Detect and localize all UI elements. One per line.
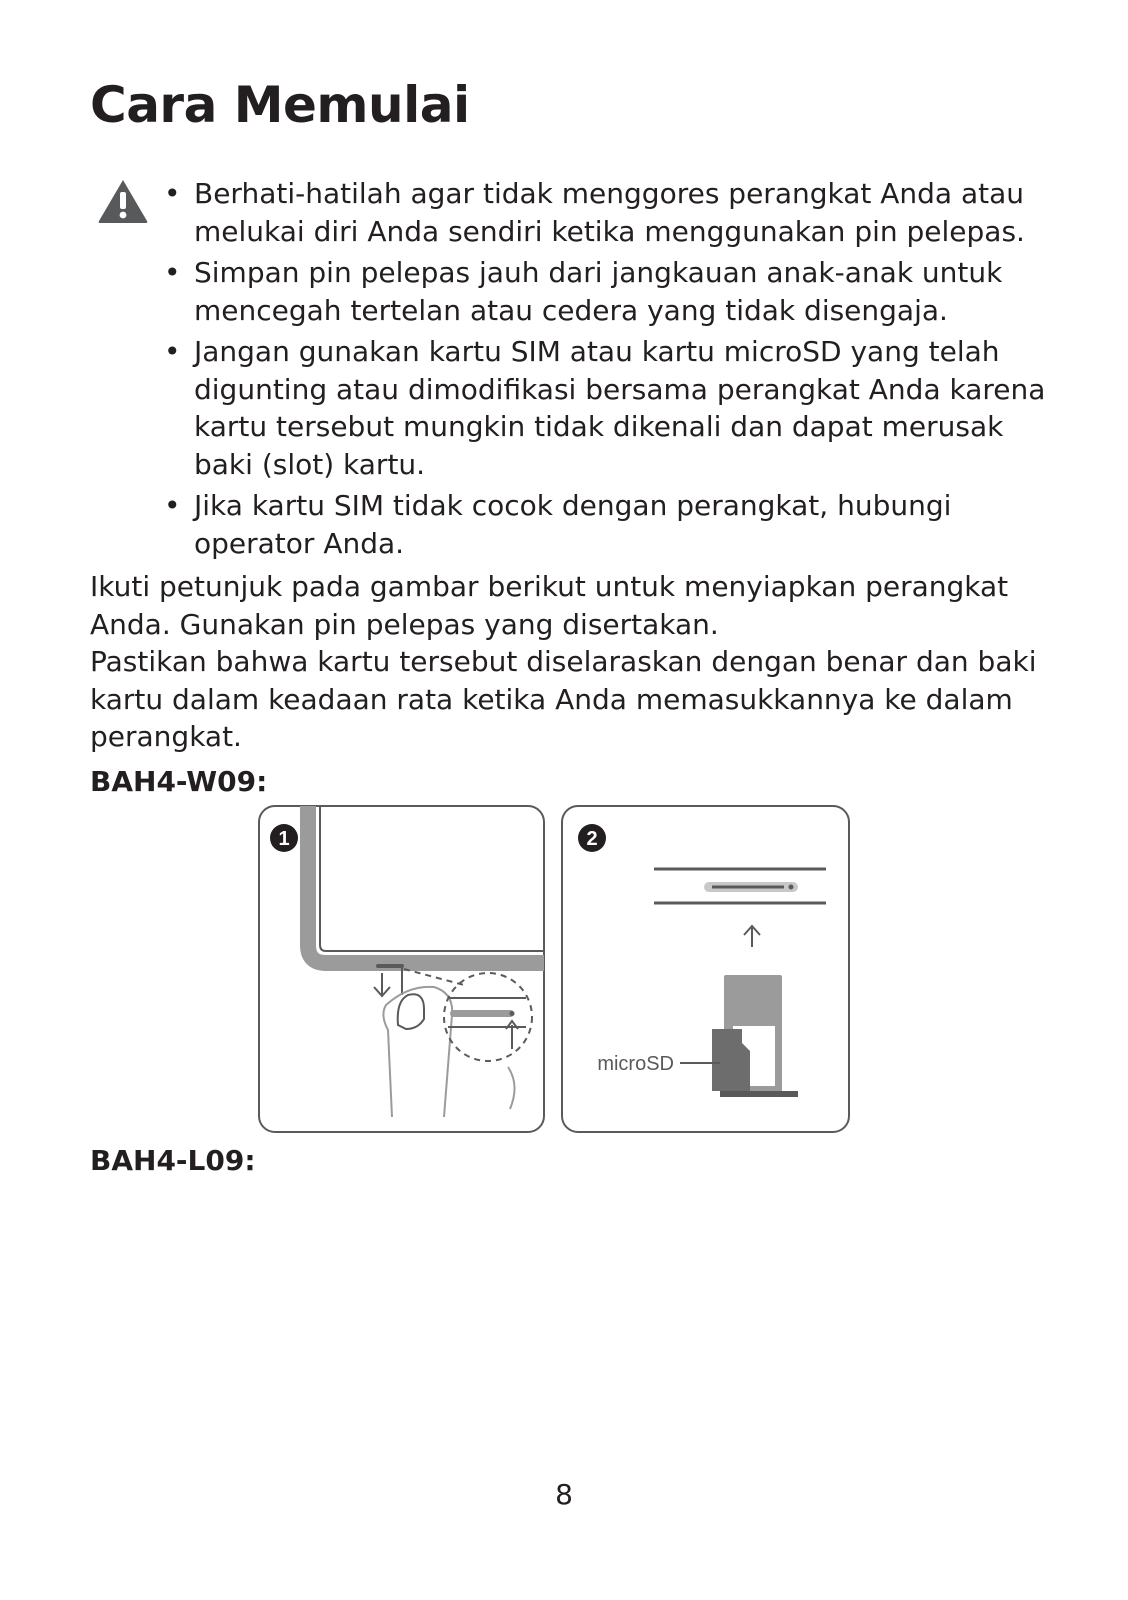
instruction-paragraph: Ikuti petunjuk pada gambar berikut untuk menyiapkan perangkat Anda. Gunakan pin pelepas yang disertakan. xyxy=(90,570,1009,641)
warning-item: • Jangan gunakan kartu SIM atau kartu microSD yang telah digunting atau dimodifikasi bersama perangkat Anda karena kartu tersebut mungkin tidak dikenali dan dapat merusak baki (slot) kartu. xyxy=(162,333,1062,483)
card-insertion-illustration xyxy=(258,805,850,1135)
warning-item: • Jika kartu SIM tidak cocok dengan perangkat, hubungi operator Anda. xyxy=(162,487,1062,562)
step-1-panel xyxy=(259,806,544,1132)
warning-item: • Simpan pin pelepas jauh dari jangkauan anak-anak untuk mencegah tertelan atau cedera yang tidak disengaja. xyxy=(162,254,1062,329)
warning-item: • Berhati-hatilah agar tidak menggores perangkat Anda atau melukai diri Anda sendiri ketika menggunakan pin pelepas. xyxy=(162,175,1062,250)
model-label-w09: BAH4-W09: xyxy=(90,765,268,798)
page-title: Cara Memulai xyxy=(90,76,470,134)
model-label-l09: BAH4-L09: xyxy=(90,1144,256,1177)
warning-list xyxy=(162,175,1062,566)
step-1-number: 1 xyxy=(278,828,290,850)
step-2-panel xyxy=(562,806,849,1132)
microsd-label: microSD xyxy=(597,1053,674,1075)
alignment-paragraph: Pastikan bahwa kartu tersebut diselaraskan dengan benar dan baki kartu dalam keadaan rata ketika Anda memasukkannya ke dalam perangkat. xyxy=(90,645,1037,753)
page-number: 8 xyxy=(555,1478,573,1511)
step-2-number: 2 xyxy=(586,828,598,850)
warning-triangle-icon xyxy=(97,178,149,224)
